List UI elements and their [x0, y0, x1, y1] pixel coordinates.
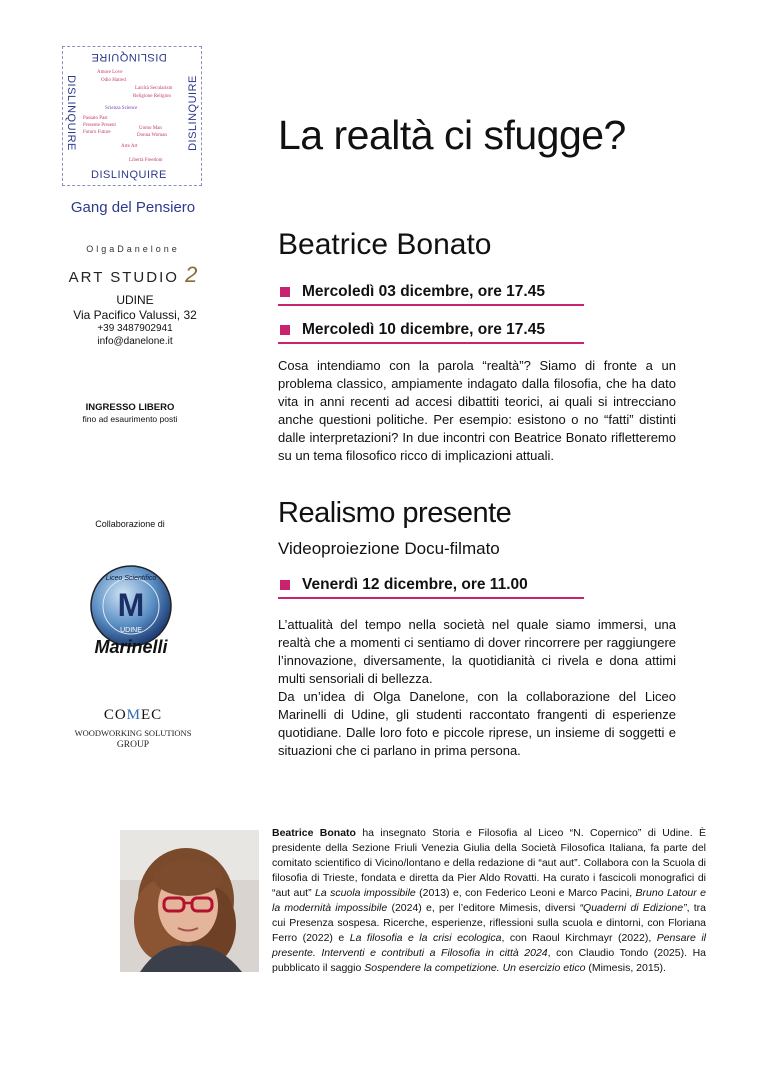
bio-title: Bruno Latour e la modernità impossibile	[272, 887, 706, 914]
phone: +39 3487902941	[97, 323, 173, 334]
art-studio-text: ART STUDIO	[68, 269, 179, 286]
date-row	[278, 322, 584, 344]
logo-pair: Arte Art	[121, 144, 138, 149]
bullet-square-icon	[280, 287, 290, 297]
comec-line1: WOODWORKING SOLUTIONS	[74, 728, 192, 738]
logo-pair: Scienza Science	[105, 106, 138, 111]
bio-text: , tra cui Presenza sospesa. Ricerche, esperienze, riflessioni sulla scuola e dintorni, con Floriana Ferro (2022) e	[272, 902, 707, 944]
date-text: Mercoledì 03 dicembre, ore 17.45	[302, 283, 545, 300]
bio-title: La scuola impossibile	[315, 887, 416, 899]
page-title: La realtà ci sfugge?	[278, 112, 626, 158]
comec-pre: CO	[103, 707, 127, 723]
speaker-name: Beatrice Bonato	[278, 228, 492, 261]
date-row	[278, 577, 584, 599]
comec-m: M	[126, 707, 141, 723]
logo-word-left: DISLINQUIRE	[64, 75, 77, 151]
bullet-square-icon	[280, 580, 290, 590]
address: Via Pacifico Valussi, 32	[73, 308, 197, 322]
ingresso-libero: INGRESSO LIBERO	[85, 402, 175, 413]
logo-pair: Laicità Secularism	[135, 86, 173, 91]
comec-post: EC	[141, 707, 163, 723]
logo-pair: Amore Love	[97, 70, 123, 75]
video-paragraph: L’attualità del tempo nella società nel quale siamo immersi, una realtà che a momenti ci sentiamo di dover rincorrere per raggiungere l’innovazione, diversamente, la quotidianità ci rivela e dona attimi multi sensoriali di bellezza.	[278, 617, 676, 686]
bio-text: (2013) e, con Federico Leoni e Marco Pacini,	[415, 887, 636, 899]
art-studio-number: 2	[185, 262, 198, 287]
svg-text:M: M	[117, 587, 145, 623]
logo-pair: Passato Past	[83, 116, 108, 121]
olga-danelone-label: OlgaDanelone	[86, 244, 180, 254]
speaker-bio	[272, 826, 706, 976]
logo-pair: Religione Religion	[133, 94, 171, 99]
logo-pair: Uomo Man	[139, 126, 162, 131]
comec-line2: GROUP	[116, 740, 150, 750]
section-title: Realismo presente	[278, 497, 512, 529]
ingresso-note: fino ad esaurimento posti	[82, 414, 178, 424]
date-text: Mercoledì 10 dicembre, ore 17.45	[302, 321, 545, 338]
logo-pair: Presente Present	[83, 123, 116, 128]
comec-logo	[62, 707, 204, 724]
marinelli-name: Marinelli	[94, 637, 168, 657]
marinelli-top-text: Liceo Scientifico	[105, 575, 157, 582]
date-row	[278, 284, 584, 306]
logo-word-top: DISLINQUIRE	[91, 51, 167, 63]
bio-text: ha insegnato Storia e Filosofia al Liceo “N. Copernico” di Udine. È presidente della Sezione Friuli Venezia Giulia della Società Filosofica Italiana, fa parte del comitato scientifico di Vicino/lontano e della redazione di “aut aut”. Collabora con la Scuola di filosofia di Trieste, fondata e diretta da Pier Aldo Rovatti. Ha curato i fascicoli monografici di “aut aut”	[272, 827, 706, 899]
intro-paragraph: Cosa intendiamo con la parola “realtà”? Siamo di fronte a un problema classico, ampiamente indagato dalla filosofia, che ha dato vita in anni recenti ad accesi dibattiti teorici, ai quali si intrecciano anche questioni politiche. Per esempio: esistono o no “fatti” distinti dalle interpretazioni? In due incontri con Beatrice Bonato rifletteremo su un tema filosofico ricco di implicazioni attuali.	[278, 358, 676, 463]
date-text: Venerdì 12 dicembre, ore 11.00	[302, 576, 528, 593]
bio-name: Beatrice Bonato	[272, 827, 356, 839]
video-paragraph-2: Da un’idea di Olga Danelone, con la collaborazione del Liceo Marinelli di Udine, gli studenti raccontato frangenti di esperienze quotidiane. Dalle loro foto e piccole riprese, un insieme di soggetti e situazioni che ci parlano in prima persona.	[278, 689, 676, 758]
collaborazione-label: Collaborazione di	[95, 519, 165, 529]
marinelli-city: UDINE	[120, 627, 142, 634]
bullet-square-icon	[280, 325, 290, 335]
email: info@danelone.it	[97, 336, 173, 347]
logo-pair: Donna Woman	[137, 133, 167, 138]
art-studio-logo	[62, 262, 204, 288]
logo-word-bottom: DISLINQUIRE	[91, 169, 167, 181]
bio-title: Sospendere la competizione. Un esercizio etico	[364, 962, 586, 974]
liceo-marinelli-logo	[79, 560, 183, 660]
logo-pair: Odio Hatred	[101, 78, 126, 83]
bio-text: (2024) e, per l’editore Mimesis, diversi	[387, 902, 580, 914]
bio-text: , con Claudio Tondo (2025). Ha pubblicato il saggio	[272, 947, 706, 974]
bio-title: “Quaderni di Edizione”	[579, 902, 687, 914]
logo-pair: Libertà Freedom	[129, 158, 163, 163]
city: UDINE	[116, 293, 154, 307]
section-subtitle: Videoproiezione Docu-filmato	[278, 539, 500, 558]
bio-text: , con Raoul Kirchmayr (2022),	[501, 932, 657, 944]
bio-title: Pensare il presente. Interventi e contributi a Filosofia in città 2024	[272, 932, 706, 959]
logo-word-right: DISLINQUIRE	[186, 75, 199, 151]
gang-del-pensiero: Gang del Pensiero	[70, 199, 196, 216]
speaker-photo	[120, 830, 259, 972]
logo-pair: Futuro Future	[83, 130, 111, 135]
bio-text: (Mimesis, 2015).	[585, 962, 666, 974]
dislinquire-logo	[62, 46, 202, 186]
bio-title: La filosofia e la crisi ecologica	[349, 932, 502, 944]
